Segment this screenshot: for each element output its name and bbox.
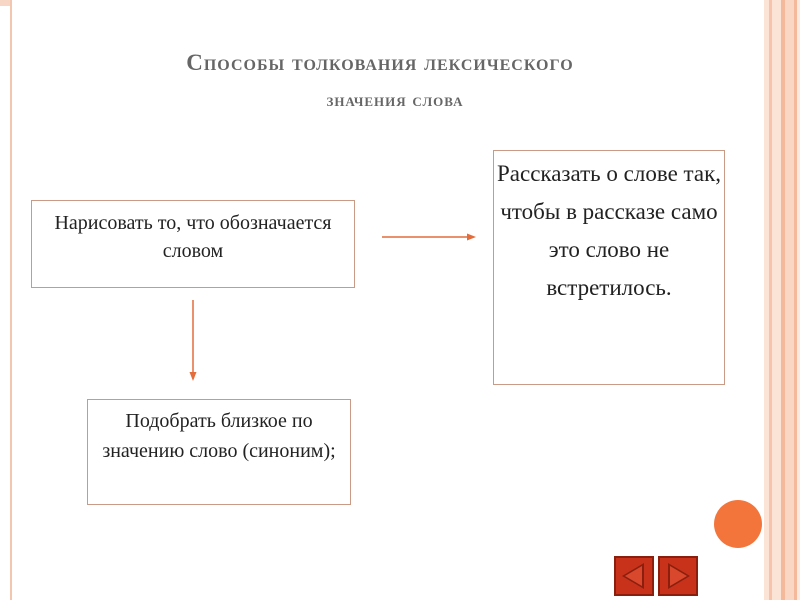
triangle-right-icon: [660, 558, 696, 594]
triangle-left-icon: [616, 558, 652, 594]
prev-slide-button[interactable]: [614, 556, 654, 596]
next-slide-button[interactable]: [658, 556, 698, 596]
method-synonym-box: Подобрать близкое по значению слово (синоним);: [87, 399, 351, 505]
arrow-down-head: [190, 372, 197, 381]
arrow-right-head: [467, 234, 476, 241]
method-tell-box: Рассказать о слове так, чтобы в рассказе само это слово не встретилось.: [493, 150, 725, 385]
title-line-1: Способы толкования лексического: [186, 50, 574, 75]
decorative-circle: [714, 500, 762, 548]
title-line-2: значения слова: [326, 90, 464, 111]
method-draw-box: Нарисовать то, что обозначается словом: [31, 200, 355, 288]
